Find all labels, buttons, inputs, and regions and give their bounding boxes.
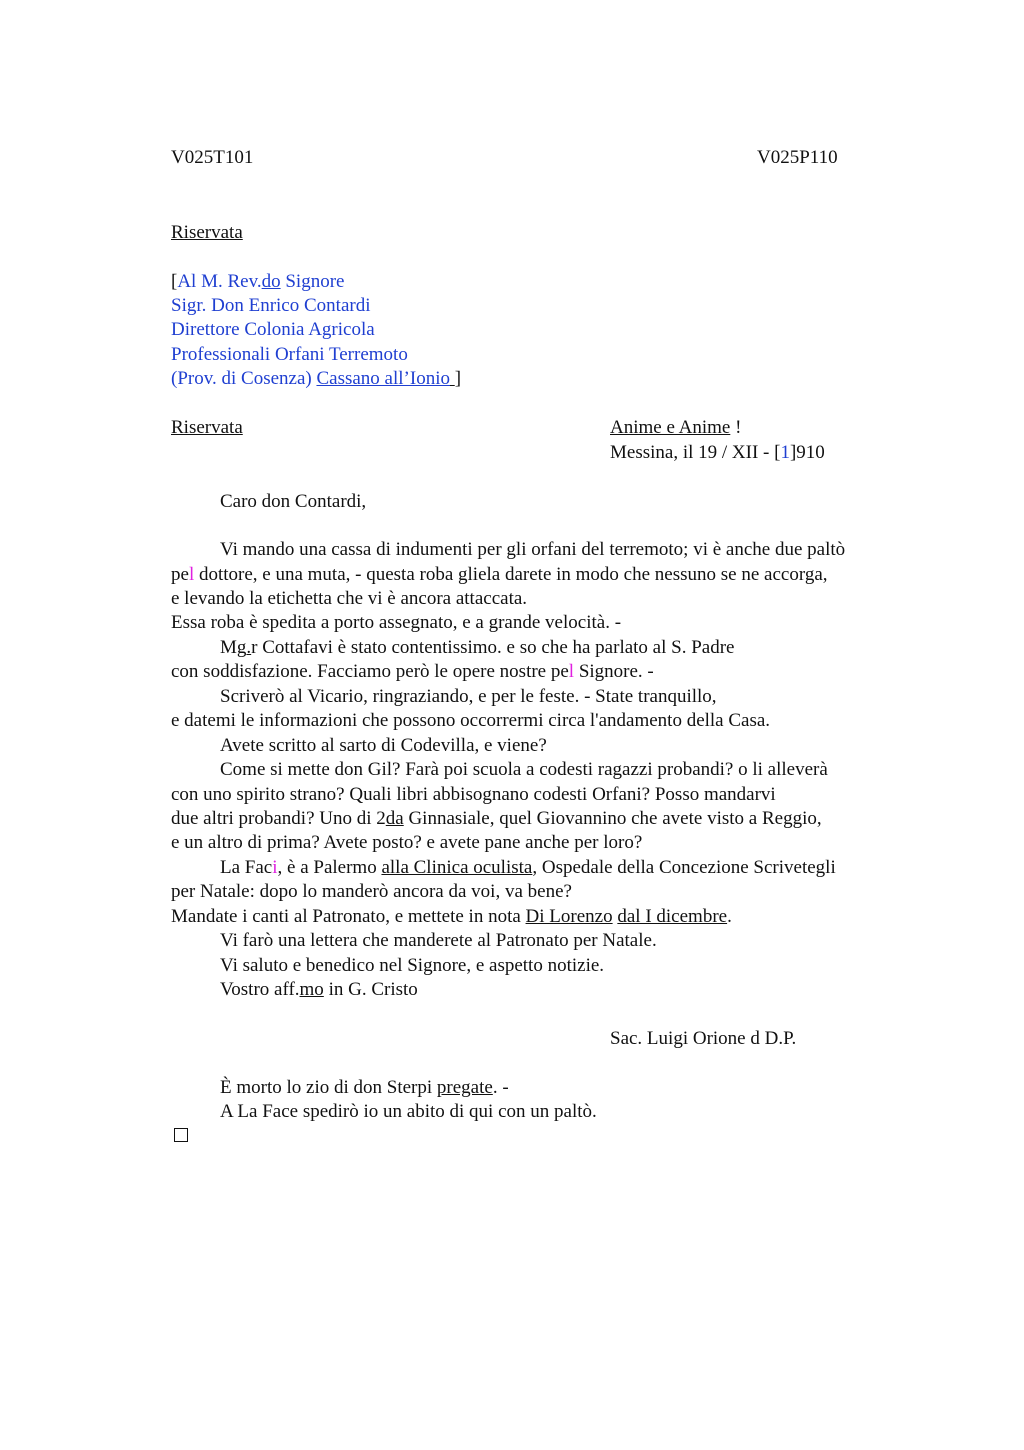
body-line-3: e levando la etichetta che vi è ancora attaccata. <box>171 588 528 609</box>
body-line-17: Vi farò una lettera che manderete al Patronato per Natale. <box>220 930 657 951</box>
body-line-16a: Mandate i canti al Patronato, e mettete in nota <box>171 906 526 927</box>
body-line-19b: mo <box>299 979 324 1000</box>
body-line-2c: dottore, e una muta, - questa roba gliela darete in modo che nessuno se ne accorga, <box>194 564 828 585</box>
body-line-1: Vi mando una cassa di indumenti per gli orfani del terremoto; vi è anche due paltò <box>220 539 846 560</box>
body-line-14 <box>220 856 836 880</box>
body-line-16 <box>171 905 732 929</box>
address-city: Cassano all’Ionio <box>316 368 450 389</box>
dateline-a: Messina, il 19 / XII - [ <box>610 442 781 463</box>
body-line-19c: in G. Cristo <box>323 979 418 1000</box>
body-line-19a: Vostro aff. <box>220 979 300 1000</box>
postscript-line-1b: pregate <box>436 1077 493 1098</box>
dateline-c: ]910 <box>789 442 825 463</box>
address-line-3: Direttore Colonia Agricola <box>171 319 375 340</box>
body-line-18: Vi saluto e benedico nel Signore, e aspetto notizie. <box>220 955 605 976</box>
body-line-2 <box>171 563 828 587</box>
body-line-6c: Signore. - <box>574 661 654 682</box>
address-line-2: Sigr. Don Enrico Contardi <box>171 295 371 316</box>
body-line-16e: . <box>727 906 732 927</box>
body-line-5a: Mg <box>220 637 247 658</box>
signature: Sac. Luigi Orione d D.P. <box>610 1028 797 1049</box>
dateline <box>610 441 825 465</box>
body-line-5 <box>220 636 734 660</box>
address-line-1b: do <box>261 271 281 292</box>
body-line-9: Avete scritto al sarto di Codevilla, e viene? <box>220 735 547 756</box>
body-line-2b: l <box>188 564 195 585</box>
dateline-b: 1 <box>780 442 790 463</box>
address-open-bracket: [ <box>171 271 178 292</box>
body-line-14d: alla Clinica oculista <box>381 857 533 878</box>
motto-text: Anime e Anime <box>610 417 731 438</box>
doc-code-right: V025P110 <box>757 147 838 168</box>
address-line-4: Professionali Orfani Terremoto <box>171 344 408 365</box>
body-line-5c: r Cottafavi è stato contentissimo. e so che ha parlato al S. Padre <box>251 637 735 658</box>
body-line-19 <box>220 978 418 1002</box>
body-line-16d: dal I dicembre <box>617 906 728 927</box>
body-line-6 <box>171 660 654 684</box>
address-line-1c: Signore <box>280 271 345 292</box>
body-line-10: Come si mette don Gil? Farà poi scuola a codesti ragazzi probandi? o li alleverà <box>220 759 828 780</box>
body-line-12b: da <box>385 808 404 829</box>
address-line-5 <box>171 367 461 391</box>
postscript-line-1 <box>220 1076 509 1100</box>
address-line-1a: Al M. Rev. <box>177 271 262 292</box>
confidential-label: Riservata <box>171 417 243 438</box>
body-line-16b: Di Lorenzo <box>525 906 613 927</box>
body-line-5b: . <box>246 637 252 658</box>
body-line-7: Scriverò al Vicario, ringraziando, e per le feste. - State tranquillo, <box>220 686 717 707</box>
body-line-2a: pe <box>171 564 189 585</box>
body-line-6b: l <box>568 661 575 682</box>
body-line-14a: La Fac <box>220 857 273 878</box>
body-line-14e: , Ospedale della Concezione Scrivetegli <box>532 857 836 878</box>
address-line-1 <box>171 270 344 294</box>
body-line-14c: , è a Palermo <box>277 857 382 878</box>
end-marker-box <box>174 1128 188 1142</box>
body-line-4: Essa roba è spedita a porto assegnato, e a grande velocità. - <box>171 612 622 633</box>
body-line-12 <box>171 807 822 831</box>
confidential-label-top: Riservata <box>171 222 243 243</box>
postscript-line-1a: È morto lo zio di don Sterpi <box>220 1077 437 1098</box>
body-line-6a: con soddisfazione. Facciamo però le opere nostre pe <box>171 661 569 682</box>
doc-code-left: V025T101 <box>171 147 254 168</box>
body-line-11: con uno spirito strano? Quali libri abbisognano codesti Orfani? Posso mandarvi <box>171 784 776 805</box>
salutation: Caro don Contardi, <box>220 491 367 512</box>
body-line-12a: due altri probandi? Uno di 2 <box>171 808 386 829</box>
postscript-line-2: A La Face spedirò io un abito di qui con un paltò. <box>220 1101 597 1122</box>
body-line-13: e un altro di prima? Avete posto? e avete pane anche per loro? <box>171 832 643 853</box>
body-line-14b: i <box>272 857 278 878</box>
address-close-bracket: ] <box>454 368 462 389</box>
body-line-15: per Natale: dopo lo manderò ancora da voi, va bene? <box>171 881 572 902</box>
body-line-8: e datemi le informazioni che possono occorrermi circa l'andamento della Casa. <box>171 710 771 731</box>
postscript-line-1c: . - <box>492 1077 509 1098</box>
motto-excl: ! <box>730 417 742 438</box>
address-line-5a: (Prov. di Cosenza) <box>171 368 317 389</box>
motto <box>610 416 741 440</box>
body-line-12c: Ginnasiale, quel Giovannino che avete visto a Reggio, <box>403 808 822 829</box>
